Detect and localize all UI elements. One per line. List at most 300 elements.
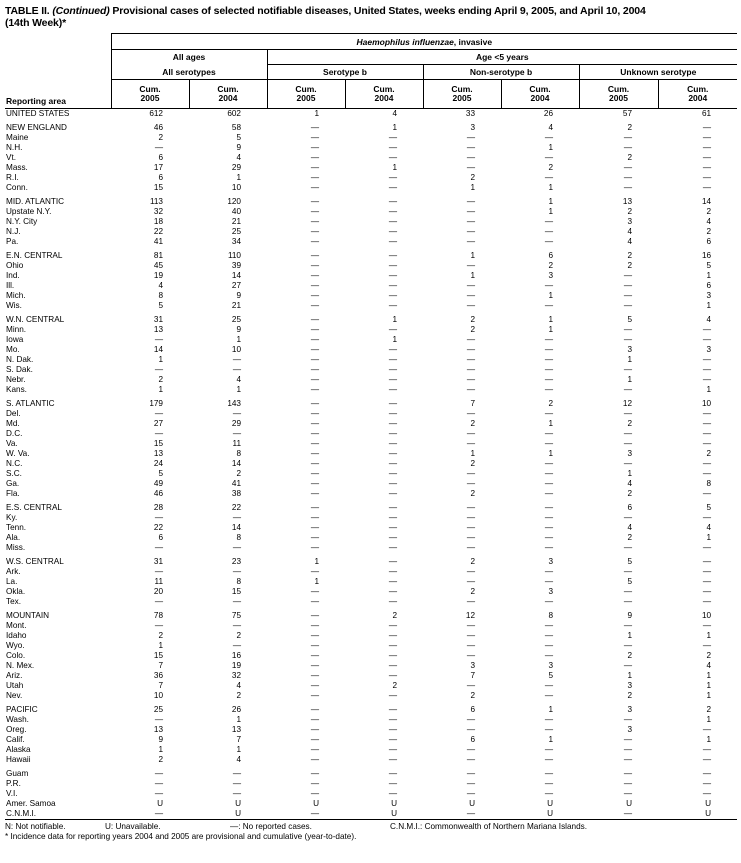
value-cell: —	[388, 365, 397, 374]
value-cell: —	[466, 745, 475, 754]
table-row	[5, 661, 737, 671]
table-row	[5, 479, 737, 489]
reporting-area-cell: Guam	[6, 769, 29, 778]
value-cell: 2	[236, 631, 241, 640]
value-cell: —	[702, 587, 712, 596]
value-cell: 14	[231, 523, 241, 532]
value-cell: 41	[153, 237, 163, 246]
value-cell: —	[388, 133, 397, 142]
disease-name: Haemophilus influenzae	[356, 36, 454, 47]
value-cell: —	[623, 769, 632, 778]
col-header-all-serotypes-2005: Cum. 2005	[111, 80, 189, 109]
value-cell: 1	[236, 173, 241, 182]
reporting-area-cell: Iowa	[6, 335, 24, 344]
value-cell: —	[310, 409, 319, 418]
value-cell: 9	[158, 735, 163, 744]
reporting-area-cell: Hawaii	[6, 755, 31, 764]
value-cell: 4	[236, 153, 241, 162]
value-cell: 3	[627, 345, 632, 354]
value-cell: 2	[236, 691, 241, 700]
value-cell: —	[310, 217, 319, 226]
value-cell: —	[388, 237, 397, 246]
value-cell: 1	[706, 691, 712, 700]
value-cell: —	[544, 469, 553, 478]
value-cell: 61	[701, 109, 712, 118]
value-cell: —	[466, 523, 475, 532]
table-row	[5, 523, 737, 533]
value-cell: 10	[701, 611, 712, 620]
value-cell: —	[232, 769, 241, 778]
table-row	[5, 513, 737, 523]
value-cell: —	[702, 419, 712, 428]
value-cell: U	[547, 799, 553, 808]
value-cell: 4	[236, 375, 241, 384]
value-cell: —	[466, 439, 475, 448]
header-blank-cell	[5, 50, 111, 65]
reporting-area-cell: Fla.	[6, 489, 20, 498]
value-cell: 1	[392, 315, 397, 324]
value-cell: —	[388, 207, 397, 216]
value-cell: 15	[231, 587, 241, 596]
value-cell: —	[310, 133, 319, 142]
value-cell: 1	[236, 715, 241, 724]
value-cell: —	[310, 567, 319, 576]
value-cell: —	[388, 173, 397, 182]
table-row	[5, 163, 737, 173]
value-cell: —	[310, 173, 319, 182]
value-cell: —	[466, 621, 475, 630]
value-cell: 2	[627, 691, 632, 700]
value-cell: 9	[236, 143, 241, 152]
value-cell: 3	[548, 661, 553, 670]
value-cell: —	[623, 271, 632, 280]
value-cell: 32	[153, 207, 163, 216]
value-cell: 7	[470, 399, 475, 408]
value-cell: —	[310, 681, 319, 690]
value-cell: 4	[627, 227, 632, 236]
value-cell: —	[702, 365, 712, 374]
value-cell: —	[310, 533, 319, 542]
value-cell: 3	[548, 587, 553, 596]
table-row	[5, 261, 737, 271]
value-cell: 1	[158, 355, 163, 364]
value-cell: —	[154, 715, 163, 724]
value-cell: —	[388, 345, 397, 354]
value-cell: 2	[627, 153, 632, 162]
value-cell: 20	[153, 587, 163, 596]
value-cell: 58	[231, 123, 241, 132]
value-cell: —	[388, 587, 397, 596]
value-cell: —	[310, 735, 319, 744]
header-blank-cell	[5, 34, 111, 50]
table-row	[5, 153, 737, 163]
value-cell: 1	[706, 533, 712, 542]
value-cell: —	[466, 769, 475, 778]
value-cell: —	[388, 661, 397, 670]
value-cell: —	[702, 577, 712, 586]
reporting-area-cell: E.N. CENTRAL	[6, 251, 63, 260]
value-cell: 2	[158, 755, 163, 764]
value-cell: 612	[149, 109, 163, 118]
value-cell: 1	[548, 315, 553, 324]
table-row	[5, 651, 737, 661]
value-cell: —	[623, 745, 632, 754]
value-cell: —	[310, 725, 319, 734]
value-cell: —	[310, 281, 319, 290]
value-cell: —	[623, 133, 632, 142]
value-cell: —	[388, 409, 397, 418]
value-cell: 1	[314, 557, 319, 566]
value-cell: —	[466, 385, 475, 394]
value-cell: —	[623, 779, 632, 788]
reporting-area-cell: Idaho	[6, 631, 27, 640]
table-row	[5, 553, 737, 567]
value-cell: 7	[236, 735, 241, 744]
value-cell: —	[310, 355, 319, 364]
col-header-all-serotypes-2004: Cum. 2004	[189, 80, 267, 109]
reporting-area-cell: Vt.	[6, 153, 17, 162]
reporting-area-cell: Nev.	[6, 691, 23, 700]
reporting-area-cell: V.I.	[6, 789, 18, 798]
value-cell: —	[388, 597, 397, 606]
value-cell: 1	[627, 469, 632, 478]
value-cell: 6	[158, 153, 163, 162]
reporting-area-cell: Oreg.	[6, 725, 27, 734]
value-cell: —	[154, 543, 163, 552]
value-cell: 28	[153, 503, 163, 512]
table-row	[5, 173, 737, 183]
value-cell: 1	[627, 671, 632, 680]
table-row	[5, 271, 737, 281]
footnote-unavailable: U: Unavailable.	[105, 822, 161, 831]
value-cell: —	[702, 375, 712, 384]
value-cell: —	[466, 715, 475, 724]
value-cell: 6	[158, 173, 163, 182]
table-row	[5, 385, 737, 395]
value-cell: —	[623, 621, 632, 630]
reporting-area-cell: Miss.	[6, 543, 26, 552]
value-cell: —	[310, 661, 319, 670]
value-cell: 21	[231, 217, 241, 226]
value-cell: —	[544, 513, 553, 522]
value-cell: 2	[470, 419, 475, 428]
value-cell: 10	[231, 183, 241, 192]
value-cell: 2	[470, 489, 475, 498]
value-cell: —	[310, 755, 319, 764]
value-cell: 13	[153, 449, 163, 458]
value-cell: 31	[153, 315, 163, 324]
value-cell: —	[388, 631, 397, 640]
value-cell: —	[232, 429, 241, 438]
value-cell: 29	[231, 419, 241, 428]
value-cell: —	[388, 705, 397, 714]
value-cell: —	[702, 725, 712, 734]
value-cell: —	[544, 523, 553, 532]
value-cell: 32	[231, 671, 241, 680]
value-cell: —	[232, 543, 241, 552]
value-cell: 6	[158, 533, 163, 542]
value-cell: 2	[627, 261, 632, 270]
value-cell: —	[466, 133, 475, 142]
value-cell: 179	[149, 399, 163, 408]
value-cell: —	[702, 335, 712, 344]
value-cell: 3	[548, 271, 553, 280]
subgroup-unknown-serotype: Unknown serotype	[579, 65, 737, 80]
notifiable-diseases-table	[5, 33, 737, 820]
value-cell: —	[388, 725, 397, 734]
value-cell: —	[466, 291, 475, 300]
value-cell: 41	[231, 479, 241, 488]
value-cell: —	[544, 543, 553, 552]
value-cell: 1	[392, 163, 397, 172]
group-all-ages: All ages	[111, 50, 267, 65]
value-cell: 1	[627, 631, 632, 640]
value-cell: —	[232, 789, 241, 798]
value-cell: —	[310, 315, 319, 324]
value-cell: —	[388, 567, 397, 576]
value-cell: —	[466, 789, 475, 798]
value-cell: —	[388, 745, 397, 754]
value-cell: —	[154, 409, 163, 418]
table-row	[5, 533, 737, 543]
table-row	[5, 419, 737, 429]
value-cell: 1	[314, 577, 319, 586]
value-cell: —	[388, 577, 397, 586]
value-cell: 2	[548, 163, 553, 172]
value-cell: —	[544, 133, 553, 142]
table-row	[5, 365, 737, 375]
value-cell: —	[310, 439, 319, 448]
value-cell: 2	[470, 325, 475, 334]
footnote-not-notifiable: N: Not notifiable.	[5, 822, 66, 831]
value-cell: 27	[153, 419, 163, 428]
value-cell: 2	[706, 449, 712, 458]
value-cell: —	[544, 385, 553, 394]
value-cell: 57	[622, 109, 632, 118]
value-cell: —	[702, 153, 712, 162]
value-cell: 2	[470, 587, 475, 596]
reporting-area-cell: Okla.	[6, 587, 26, 596]
value-cell: —	[310, 153, 319, 162]
value-cell: —	[310, 769, 319, 778]
value-cell: 1	[548, 183, 553, 192]
value-cell: —	[310, 143, 319, 152]
table-body	[5, 109, 737, 820]
value-cell: 1	[314, 109, 319, 118]
value-cell: 49	[153, 479, 163, 488]
value-cell: —	[388, 419, 397, 428]
table-row	[5, 325, 737, 335]
value-cell: —	[388, 755, 397, 764]
value-cell: 25	[153, 705, 163, 714]
reporting-area-cell: Del.	[6, 409, 21, 418]
value-cell: —	[388, 183, 397, 192]
value-cell: 5	[627, 315, 632, 324]
value-cell: 26	[231, 705, 241, 714]
value-cell: —	[466, 503, 475, 512]
value-cell: 1	[548, 291, 553, 300]
value-cell: —	[388, 503, 397, 512]
value-cell: —	[544, 345, 553, 354]
value-cell: —	[232, 365, 241, 374]
value-cell: —	[310, 345, 319, 354]
value-cell: —	[623, 183, 632, 192]
table-row	[5, 715, 737, 725]
value-cell: 45	[153, 261, 163, 270]
table-row	[5, 237, 737, 247]
value-cell: U	[235, 799, 241, 808]
value-cell: 22	[153, 523, 163, 532]
value-cell: —	[623, 439, 632, 448]
value-cell: —	[544, 631, 553, 640]
value-cell: 5	[627, 557, 632, 566]
value-cell: —	[388, 735, 397, 744]
value-cell: —	[310, 631, 319, 640]
value-cell: 4	[706, 523, 712, 532]
value-cell: —	[154, 513, 163, 522]
value-cell: 11	[154, 577, 163, 586]
value-cell: —	[544, 237, 553, 246]
value-cell: —	[466, 513, 475, 522]
reporting-area-cell: Wyo.	[6, 641, 25, 650]
value-cell: 36	[153, 671, 163, 680]
value-cell: —	[388, 291, 397, 300]
value-cell: —	[232, 779, 241, 788]
value-cell: 25	[231, 315, 241, 324]
value-cell: 3	[706, 291, 712, 300]
value-cell: —	[267, 809, 345, 820]
value-cell: 5	[627, 577, 632, 586]
value-cell: U	[658, 809, 737, 820]
header-serotype-row	[5, 65, 737, 80]
value-cell: —	[388, 523, 397, 532]
value-cell: 5	[706, 503, 712, 512]
value-cell: 3	[627, 725, 632, 734]
value-cell: 6	[470, 735, 475, 744]
table-row	[5, 183, 737, 193]
value-cell: 11	[232, 439, 241, 448]
reporting-area-cell: Calif.	[6, 735, 25, 744]
value-cell: —	[544, 533, 553, 542]
value-cell: 602	[227, 109, 241, 118]
value-cell: 4	[158, 281, 163, 290]
value-cell: —	[544, 173, 553, 182]
value-cell: 5	[706, 261, 712, 270]
value-cell: —	[466, 163, 475, 172]
value-cell: 8	[158, 291, 163, 300]
table-row	[5, 641, 737, 651]
value-cell: —	[310, 197, 319, 206]
table-row	[5, 217, 737, 227]
value-cell: 15	[153, 439, 163, 448]
value-cell: 2	[470, 173, 475, 182]
value-cell: U	[705, 799, 712, 808]
table-row	[5, 631, 737, 641]
value-cell: —	[310, 261, 319, 270]
value-cell: —	[466, 281, 475, 290]
value-cell: —	[154, 365, 163, 374]
value-cell: 1	[548, 705, 553, 714]
value-cell: —	[702, 123, 712, 132]
value-cell: —	[310, 251, 319, 260]
value-cell: 1	[706, 671, 712, 680]
reporting-area-cell: Upstate N.Y.	[6, 207, 52, 216]
value-cell: —	[466, 153, 475, 162]
table-row	[5, 469, 737, 479]
value-cell: —	[388, 399, 397, 408]
table-row	[5, 691, 737, 701]
value-cell: —	[388, 489, 397, 498]
value-cell: 6	[627, 503, 632, 512]
value-cell: —	[544, 335, 553, 344]
value-cell: 2	[158, 631, 163, 640]
table-row	[5, 119, 737, 133]
value-cell: —	[154, 597, 163, 606]
value-cell: —	[702, 143, 712, 152]
reporting-area-cell: N. Mex.	[6, 661, 35, 670]
col-header-unknown-2005: Cum. 2005	[579, 80, 658, 109]
value-cell: 22	[153, 227, 163, 236]
table-row	[5, 765, 737, 779]
value-cell: —	[310, 291, 319, 300]
value-cell: 23	[231, 557, 241, 566]
value-cell: 2	[158, 133, 163, 142]
value-cell: —	[310, 651, 319, 660]
subgroup-all-serotypes: All serotypes	[111, 65, 267, 80]
value-cell: —	[466, 479, 475, 488]
table-row	[5, 109, 737, 120]
table-row	[5, 301, 737, 311]
value-cell: —	[544, 715, 553, 724]
value-cell: —	[466, 143, 475, 152]
value-cell: 81	[153, 251, 163, 260]
value-cell: —	[232, 641, 241, 650]
reporting-area-cell: Ga.	[6, 479, 20, 488]
value-cell: 1	[706, 735, 712, 744]
reporting-area-cell: S.C.	[6, 469, 22, 478]
value-cell: 1	[706, 301, 712, 310]
value-cell: —	[623, 385, 632, 394]
value-cell: 10	[153, 691, 163, 700]
value-cell: —	[466, 237, 475, 246]
col-header-non-serotype-b-2004: Cum. 2004	[501, 80, 579, 109]
value-cell: 2	[548, 399, 553, 408]
value-cell: —	[623, 755, 632, 764]
value-cell: 1	[392, 123, 397, 132]
value-cell: —	[623, 291, 632, 300]
reporting-area-cell: N.H.	[6, 143, 23, 152]
value-cell: 4	[548, 123, 553, 132]
reporting-area-cell: Conn.	[6, 183, 28, 192]
reporting-area-cell: Ark.	[6, 567, 21, 576]
value-cell: —	[310, 335, 319, 344]
value-cell: —	[388, 281, 397, 290]
value-cell: —	[544, 769, 553, 778]
value-cell: —	[544, 227, 553, 236]
value-cell: 14	[231, 271, 241, 280]
value-cell: —	[154, 335, 163, 344]
reporting-area-cell: Minn.	[6, 325, 27, 334]
value-cell: —	[544, 429, 553, 438]
value-cell: —	[466, 345, 475, 354]
value-cell: —	[232, 513, 241, 522]
value-cell: —	[310, 745, 319, 754]
value-cell: U	[157, 799, 163, 808]
value-cell: —	[310, 429, 319, 438]
value-cell: —	[623, 429, 632, 438]
value-cell: —	[702, 557, 712, 566]
value-cell: —	[466, 429, 475, 438]
